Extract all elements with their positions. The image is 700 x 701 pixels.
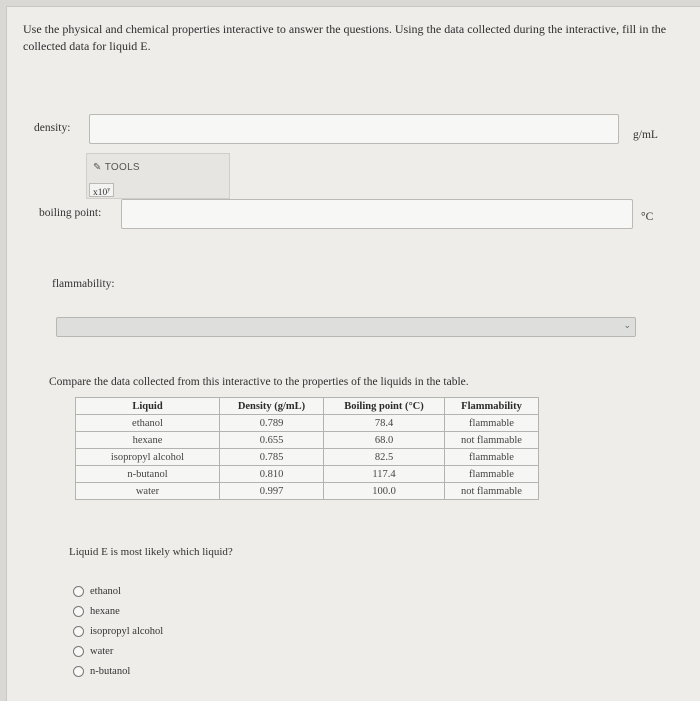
cell-flammability: flammable: [445, 449, 539, 466]
cell-density: 0.810: [220, 466, 324, 483]
cell-boiling-point: 68.0: [324, 432, 445, 449]
table-row: [76, 483, 539, 500]
density-unit: g/mL: [633, 129, 658, 141]
option-label: n-butanol: [90, 665, 131, 677]
option-hexane[interactable]: [73, 601, 163, 621]
properties-table: [75, 397, 539, 500]
header-boiling-point: Boiling point (°C): [324, 398, 445, 415]
wrench-icon: ✎: [93, 162, 102, 173]
option-label: water: [90, 645, 114, 657]
option-isopropyl-alcohol[interactable]: [73, 621, 163, 641]
table-row: [76, 415, 539, 432]
cell-flammability: flammable: [445, 466, 539, 483]
cell-flammability: not flammable: [445, 432, 539, 449]
tools-button[interactable]: [93, 162, 140, 173]
radio-button[interactable]: [73, 646, 84, 657]
option-ethanol[interactable]: [73, 581, 163, 601]
cell-boiling-point: 117.4: [324, 466, 445, 483]
cell-flammability: not flammable: [445, 483, 539, 500]
compare-text: Compare the data collected from this interactive to the properties of the liquids in the table.: [49, 376, 469, 388]
x10-label: x10: [93, 188, 108, 199]
cell-flammability: flammable: [445, 415, 539, 432]
tools-label: TOOLS: [104, 162, 140, 173]
scientific-notation-button[interactable]: [89, 183, 114, 197]
flammability-label: flammability:: [52, 278, 115, 290]
cell-density: 0.789: [220, 415, 324, 432]
instructions-text: Use the physical and chemical properties interactive to answer the questions. Using the data collected during the interactive, fill in the collected data for liquid E.: [23, 22, 667, 53]
radio-button[interactable]: [73, 586, 84, 597]
boiling-point-label: boiling point:: [39, 207, 102, 219]
table-header-row: [76, 398, 539, 415]
radio-button[interactable]: [73, 666, 84, 677]
exponent-label: y: [107, 187, 111, 193]
cell-density: 0.785: [220, 449, 324, 466]
table-row: [76, 449, 539, 466]
cell-boiling-point: 82.5: [324, 449, 445, 466]
density-label: density:: [34, 122, 71, 134]
cell-boiling-point: 78.4: [324, 415, 445, 432]
chevron-down-icon: ⌄: [623, 321, 631, 331]
option-label: hexane: [90, 605, 120, 617]
question-text: Liquid E is most likely which liquid?: [69, 546, 233, 558]
question-page: [6, 6, 700, 701]
boiling-point-unit: °C: [641, 211, 654, 223]
option-water[interactable]: [73, 641, 163, 661]
cell-liquid: water: [76, 483, 220, 500]
option-label: ethanol: [90, 585, 121, 597]
header-density: Density (g/mL): [220, 398, 324, 415]
option-n-butanol[interactable]: [73, 661, 163, 681]
cell-liquid: hexane: [76, 432, 220, 449]
radio-button[interactable]: [73, 626, 84, 637]
option-label: isopropyl alcohol: [90, 625, 164, 637]
header-liquid: Liquid: [76, 398, 220, 415]
cell-liquid: ethanol: [76, 415, 220, 432]
density-input[interactable]: [89, 114, 619, 144]
cell-density: 0.997: [220, 483, 324, 500]
table-row: [76, 466, 539, 483]
cell-boiling-point: 100.0: [324, 483, 445, 500]
boiling-point-input[interactable]: [121, 199, 633, 229]
cell-liquid: isopropyl alcohol: [76, 449, 220, 466]
cell-liquid: n-butanol: [76, 466, 220, 483]
flammability-dropdown[interactable]: [56, 317, 636, 337]
tools-panel: [86, 153, 230, 199]
header-flammability: Flammability: [445, 398, 539, 415]
cell-density: 0.655: [220, 432, 324, 449]
answer-options: [73, 581, 163, 681]
radio-button[interactable]: [73, 606, 84, 617]
table-row: [76, 432, 539, 449]
